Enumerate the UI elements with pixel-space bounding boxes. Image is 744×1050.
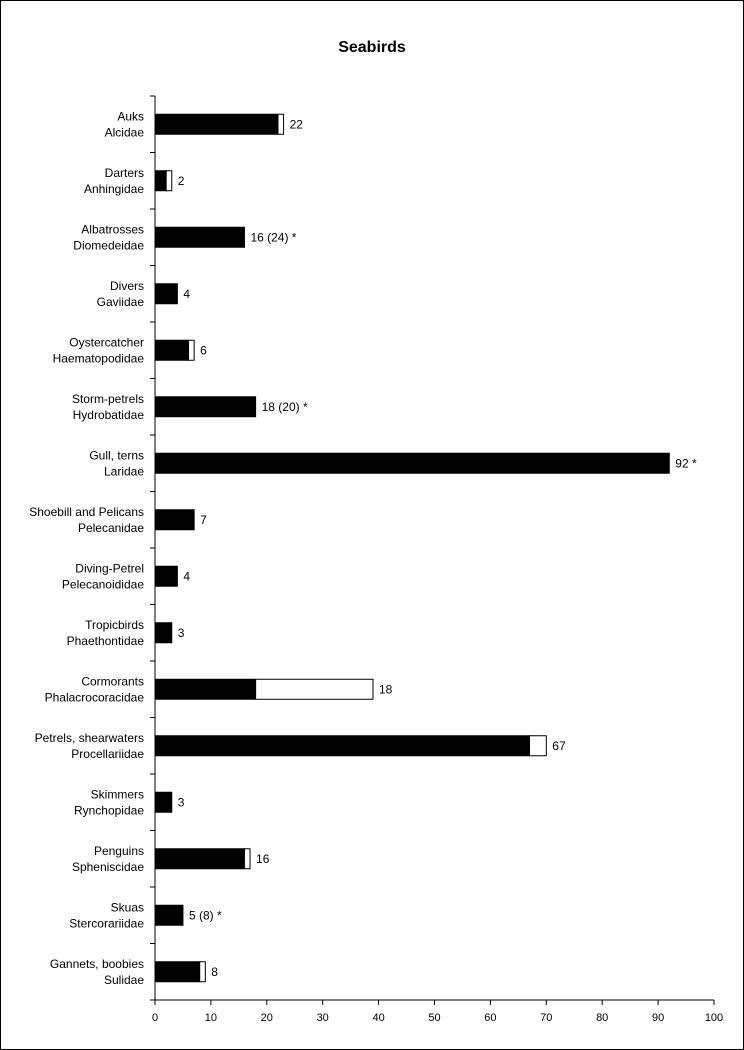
category-family: Hydrobatidae: [72, 407, 144, 422]
x-tick-label: 0: [151, 1012, 159, 1024]
bar-filled: [155, 736, 530, 756]
bar-open: [256, 679, 373, 699]
category-name: Oystercatcher: [69, 335, 144, 350]
data-label: 3: [177, 795, 185, 810]
data-label: 16 (24) *: [250, 230, 297, 245]
bar-filled: [155, 171, 166, 191]
bar-open: [278, 114, 284, 134]
data-label: 6: [200, 343, 207, 358]
category-family: Spheniscidae: [71, 859, 144, 874]
bars: [155, 114, 697, 982]
x-tick-label: 40: [372, 1012, 385, 1024]
bar-filled: [155, 340, 189, 360]
x-tick-label: 50: [428, 1012, 441, 1024]
x-tick-label: 60: [484, 1012, 497, 1024]
category-family: Stercorariidae: [69, 916, 144, 931]
category-name: Albatrosses: [81, 222, 144, 237]
category-family: Haematopodidae: [52, 351, 144, 366]
bar-filled: [155, 397, 256, 417]
data-label: 18: [379, 682, 393, 697]
bar-filled: [155, 905, 183, 925]
category-name: Petrels, shearwaters: [34, 730, 144, 745]
category-family: Gaviidae: [96, 294, 144, 309]
bar-filled: [155, 792, 172, 812]
category-name: Gannets, boobies: [49, 956, 144, 971]
category-name: Diving-Petrel: [75, 561, 144, 576]
category-name: Skimmers: [90, 787, 144, 802]
data-label: 8: [211, 964, 218, 979]
bar-open: [166, 171, 172, 191]
category-family: Rynchopidae: [73, 803, 144, 818]
bar-open: [244, 849, 250, 869]
x-tick-label: 20: [260, 1012, 273, 1024]
bar-filled: [155, 284, 177, 304]
category-name: Skuas: [110, 900, 144, 915]
bar-filled: [155, 453, 669, 473]
category-family: Sulidae: [103, 972, 144, 987]
chart-title: Seabirds: [338, 39, 406, 56]
bar-filled: [155, 227, 244, 247]
data-label: 7: [200, 512, 207, 527]
bar-filled: [155, 679, 256, 699]
data-label: 92 *: [675, 456, 697, 471]
category-name: Gull, terns: [89, 448, 144, 463]
category-name: Tropicbirds: [85, 617, 144, 632]
bar-filled: [155, 962, 200, 982]
category-family: Phalacrocoracidae: [44, 690, 144, 705]
category-name: Penguins: [93, 843, 144, 858]
data-label: 3: [177, 625, 185, 640]
x-tick-label: 90: [651, 1012, 665, 1024]
x-tick-label: 70: [540, 1012, 553, 1024]
category-family: Pelecanidae: [77, 520, 144, 535]
x-axis: [152, 1000, 723, 1024]
data-label: 4: [183, 286, 191, 301]
bar-open: [189, 340, 195, 360]
bar-filled: [155, 510, 194, 530]
category-family: Pelecanoididae: [61, 577, 144, 592]
category-family: Alcidae: [104, 125, 144, 140]
x-tick-label: 80: [596, 1012, 609, 1024]
category-family: Diomedeidae: [73, 238, 144, 253]
category-family: Laridae: [103, 464, 144, 479]
data-label: 18 (20) *: [261, 399, 308, 414]
data-label: 67: [552, 738, 566, 753]
category-family: Procellariidae: [71, 746, 144, 761]
category-family: Anhingidae: [83, 181, 144, 196]
bar-filled: [155, 114, 278, 134]
category-name: Cormorants: [81, 674, 144, 689]
x-tick-label: 100: [704, 1012, 724, 1024]
bar-filled: [155, 623, 172, 643]
category-family: Phaethontidae: [66, 633, 144, 648]
data-label: 4: [183, 569, 191, 584]
x-tick-label: 10: [204, 1012, 218, 1024]
category-name: Darters: [104, 165, 144, 180]
data-label: 2: [177, 173, 185, 188]
data-label: 22: [289, 117, 303, 132]
data-label: 5 (8) *: [188, 908, 222, 923]
bar-open: [530, 736, 547, 756]
category-name: Auks: [117, 109, 144, 124]
bar-filled: [155, 849, 244, 869]
bar-filled: [155, 566, 177, 586]
bar-open: [200, 962, 206, 982]
y-axis: [150, 96, 155, 1000]
category-name: Divers: [109, 278, 144, 293]
data-label: 16: [256, 851, 270, 866]
category-labels: [29, 109, 144, 987]
category-name: Shoebill and Pelicans: [29, 504, 144, 519]
x-tick-label: 30: [316, 1012, 329, 1024]
category-name: Storm-petrels: [71, 391, 144, 406]
